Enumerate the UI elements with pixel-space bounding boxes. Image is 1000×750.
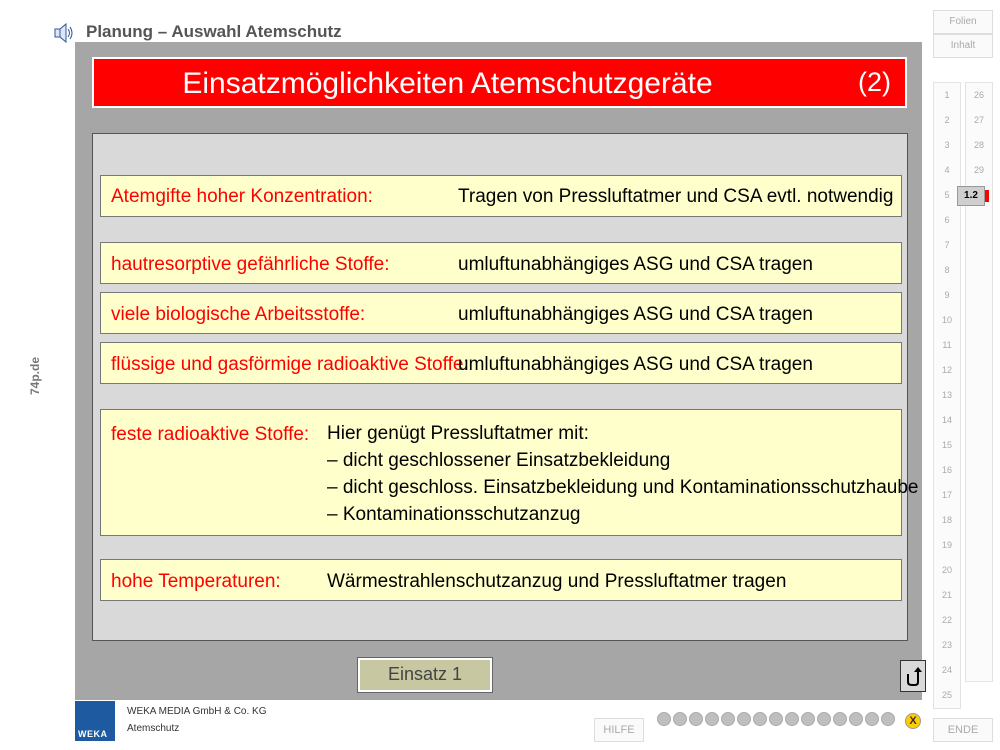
slide-area (75, 42, 922, 700)
slide-number-1[interactable]: 1 (944, 90, 950, 100)
progress-dot (849, 712, 863, 726)
slide-number-23[interactable]: 23 (941, 640, 952, 650)
slide-number-29[interactable]: 29 (973, 165, 984, 175)
folien-button[interactable]: Folien (933, 10, 993, 34)
row-value: Tragen von Pressluftatmer und CSA evtl. notwendig (458, 186, 894, 207)
slide-number-25[interactable]: 25 (941, 690, 952, 700)
progress-dot (865, 712, 879, 726)
slide-number-2[interactable]: 2 (944, 115, 950, 125)
progress-dot (833, 712, 847, 726)
slide-number-13[interactable]: 13 (941, 390, 952, 400)
info-row (100, 242, 902, 284)
progress-dots (657, 712, 895, 732)
progress-dot (705, 712, 719, 726)
progress-dot (689, 712, 703, 726)
row-key: feste radioaktive Stoffe: (111, 424, 310, 445)
slide-number-28[interactable]: 28 (973, 140, 984, 150)
inhalt-button[interactable]: Inhalt (933, 34, 993, 58)
slide-number-26[interactable]: 26 (973, 90, 984, 100)
row-key: hautresorptive gefährliche Stoffe: (111, 254, 390, 275)
speaker-icon[interactable] (53, 22, 75, 44)
return-button[interactable] (900, 660, 926, 692)
slide-number-16[interactable]: 16 (941, 465, 952, 475)
weka-logo (75, 701, 115, 741)
progress-dot (753, 712, 767, 726)
progress-dot (881, 712, 895, 726)
slide-number-6[interactable]: 6 (944, 215, 950, 225)
slide-number-24[interactable]: 24 (941, 665, 952, 675)
end-button[interactable]: ENDE (933, 718, 993, 742)
info-row (100, 559, 902, 601)
progress-dot (737, 712, 751, 726)
close-button[interactable]: X (905, 713, 921, 729)
row-value-line: – Kontaminationsschutzanzug (327, 504, 581, 525)
info-row (100, 292, 902, 334)
info-row (100, 342, 902, 384)
current-slide-badge: 1.2 (957, 186, 985, 206)
slide-number-4[interactable]: 4 (944, 165, 950, 175)
row-value: umluftunabhängiges ASG und CSA tragen (458, 354, 813, 375)
progress-dot (785, 712, 799, 726)
progress-dot (801, 712, 815, 726)
slide-title-bar (92, 57, 907, 108)
slide-number-12[interactable]: 12 (941, 365, 952, 375)
slide-number-17[interactable]: 17 (941, 490, 952, 500)
weka-logo-text: WEKA (78, 729, 108, 739)
row-value-line: Hier genügt Pressluftatmer mit: (327, 423, 589, 444)
progress-dot (769, 712, 783, 726)
slide-number-5[interactable]: 5 (944, 190, 950, 200)
row-value-line: – dicht geschlossener Einsatzbekleidung (327, 450, 671, 471)
return-arrow-icon (903, 665, 923, 687)
row-value: Wärmestrahlenschutzanzug und Pressluftatmer tragen (327, 571, 787, 592)
row-key: hohe Temperaturen: (111, 571, 281, 592)
progress-dot (673, 712, 687, 726)
content-panel (92, 133, 919, 641)
row-value: umluftunabhängiges ASG und CSA tragen (458, 304, 813, 325)
row-key: viele biologische Arbeitsstoffe: (111, 304, 366, 325)
slide-number-11[interactable]: 11 (942, 340, 952, 350)
slide-number-7[interactable]: 7 (944, 240, 950, 250)
slide-number-10[interactable]: 10 (941, 315, 952, 325)
slide-number-20[interactable]: 20 (941, 565, 952, 575)
slide-number-8[interactable]: 8 (944, 265, 950, 275)
row-value-list (327, 420, 919, 528)
course-subject: Atemschutz (127, 723, 180, 734)
slide-number-3[interactable]: 3 (944, 140, 950, 150)
row-key: flüssige und gasförmige radioaktive Stoffe: (111, 354, 469, 375)
progress-dot (657, 712, 671, 726)
slide-number-27[interactable]: 27 (973, 115, 984, 125)
slide-number-list-right (965, 82, 993, 682)
slide-number-9[interactable]: 9 (944, 290, 950, 300)
einsatz-1-button[interactable]: Einsatz 1 (358, 658, 492, 692)
current-slide-marker (985, 190, 989, 202)
slide-number-19[interactable]: 19 (941, 540, 952, 550)
help-button[interactable]: HILFE (594, 718, 644, 742)
row-value: umluftunabhängiges ASG und CSA tragen (458, 254, 813, 275)
company-name: WEKA MEDIA GmbH & Co. KG (127, 706, 267, 717)
info-row (100, 175, 902, 217)
info-row (100, 409, 919, 536)
slide-number-14[interactable]: 14 (941, 415, 952, 425)
watermark: 74p.de (28, 356, 42, 395)
row-value-line: – dicht geschloss. Einsatzbekleidung und Kontaminationsschutzhaube (327, 477, 919, 498)
slide-title-number: (2) (858, 67, 891, 97)
progress-dot (721, 712, 735, 726)
row-key: Atemgifte hoher Konzentration: (111, 186, 373, 207)
slide-number-15[interactable]: 15 (941, 440, 952, 450)
progress-dot (817, 712, 831, 726)
slide-number-21[interactable]: 21 (941, 590, 952, 600)
slide-number-22[interactable]: 22 (941, 615, 952, 625)
slide-number-list (933, 82, 961, 709)
breadcrumb: Planung – Auswahl Atemschutz (86, 22, 342, 41)
slide-number-18[interactable]: 18 (941, 515, 952, 525)
slide-title: Einsatzmöglichkeiten Atemschutzgeräte (182, 67, 713, 100)
